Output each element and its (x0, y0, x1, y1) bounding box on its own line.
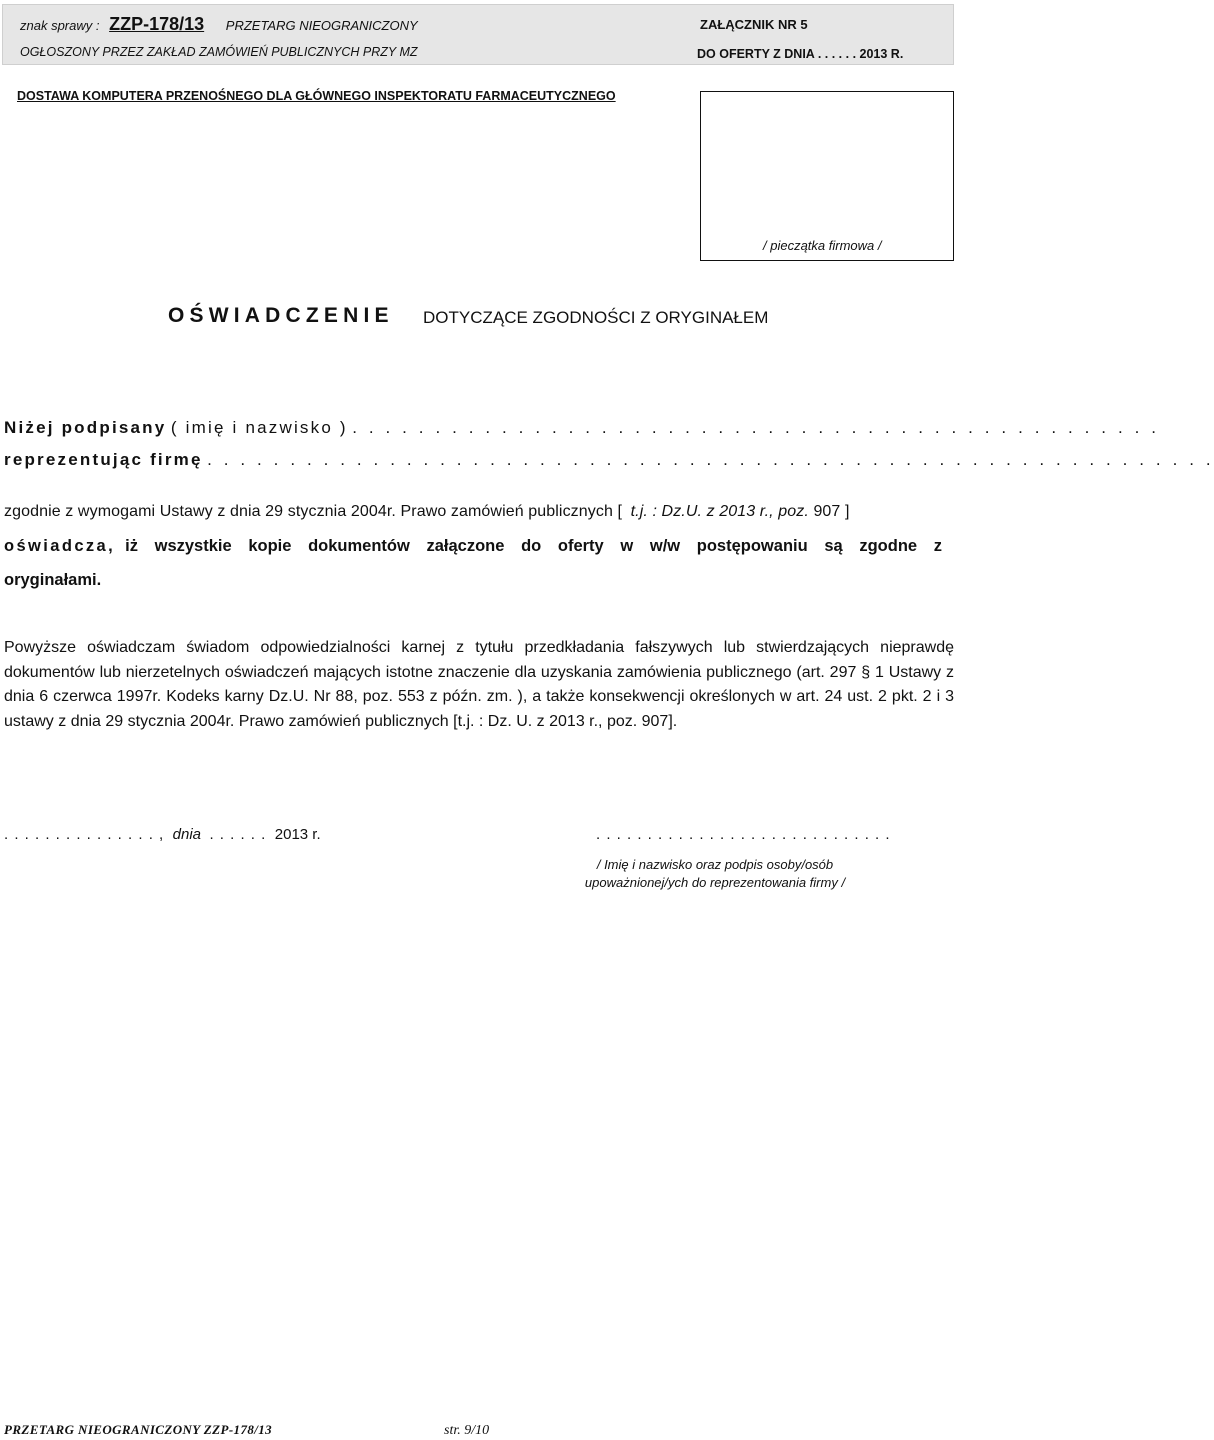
attachment-label: ZAŁĄCZNIK NR 5 (700, 17, 808, 32)
signature-dots[interactable]: . . . . . . . . . . . . . . . . . . . . . . . . . . . . . (596, 826, 891, 843)
signer-label-hint: ( imię i nazwisko ) (170, 418, 348, 437)
signature-caption-line-2: upoważnionej/ych do reprezentowania firmy / (584, 875, 846, 890)
case-code: ZZP-178/13 (109, 14, 205, 34)
page-number: str. 9/10 (444, 1423, 490, 1438)
statement-law-ref: zgodnie z wymogami Ustawy z dnia 29 stycznia 2004r. Prawo zamówień publicznych [ (4, 503, 623, 520)
procedure-type: PRZETARG NIEOGRANICZONY (225, 18, 418, 33)
date-dots: . . . . . . (209, 826, 267, 843)
signature-caption (580, 856, 850, 892)
case-label: znak sprawy : (20, 18, 100, 33)
stamp-caption: / pieczątka firmowa / (763, 238, 882, 253)
company-name-field[interactable] (4, 450, 1214, 470)
company-stamp-box (700, 91, 954, 261)
signature-caption-line-1: / Imię i nazwisko oraz podpis osoby/osób (596, 857, 834, 872)
statement-title: OŚWIADCZENIE (168, 304, 394, 327)
date-label: dnia (172, 826, 202, 843)
procurement-subject: DOSTAWA KOMPUTERA PRZENOŚNEGO DLA GŁÓWNEGO INSPEKTORATU FARMACEUTYCZNEGO (17, 89, 616, 103)
offer-date: DO OFERTY Z DNIA . . . . . . 2013 R. (697, 47, 904, 61)
signer-dots: . . . . . . . . . . . . . . . . . . . . . . . . . . . . . . . . . . . . . . . . . . . . . . . . . (352, 418, 1160, 437)
representing-label: reprezentując firmę (4, 450, 203, 469)
footer-procedure: PRZETARG NIEOGRANICZONY ZZP-178/13 (4, 1422, 273, 1437)
statement-declares: oświadcza, (4, 537, 116, 555)
date-year: 2013 r. (274, 826, 321, 843)
statement-line-1 (4, 503, 850, 521)
signer-label: Niżej podpisany (4, 418, 167, 437)
representing-dots: . . . . . . . . . . . . . . . . . . . . . . . . . . . . . . . . . . . . . . . . . . . . . . . . . . . . . . . . . . . . . (207, 450, 1214, 469)
signer-name-field[interactable] (4, 418, 1160, 438)
statement-line-3: oryginałami. (4, 571, 102, 589)
announced-by: OGŁOSZONY PRZEZ ZAKŁAD ZAMÓWIEŃ PUBLICZNYCH PRZY MZ (20, 45, 418, 59)
liability-paragraph: Powyższe oświadczam świadom odpowiedzialności karnej z tytułu przedkładania fałszywych lub stwierdzających nieprawdę dokumentów lub nierzetelnych oświadczeń mających istotne znaczenie dla uzyskania zamówienia publicznego (art. 297 § 1 Ustawy z dnia 6 czerwca 1997r. Kodeks karny Dz.U. Nr 88, poz. 553 z późn. zm. ), a także konsekwencji określonych w art. 24 ust. 2 pkt. 2 i 3 ustawy z dnia 29 stycznia 2004r. Prawo zamówień publicznych [t.j. : Dz. U. z 2013 r., poz. 907]. (4, 639, 954, 730)
statement-subtitle: DOTYCZĄCE ZGODNOŚCI Z ORYGINAŁEM (423, 308, 769, 327)
statement-law-ref-end: 907 ] (813, 503, 850, 520)
place-date-line[interactable] (4, 826, 321, 844)
statement-declares-rest: iż wszystkie kopie dokumentów załączone do oferty w w/w postępowaniu są zgodne z (125, 537, 942, 555)
statement-line-2 (4, 537, 942, 556)
statement-law-ref-italic: t.j. : Dz.U. z 2013 r., poz. (630, 503, 809, 520)
place-dots: . . . . . . . . . . . . . . . , (4, 826, 165, 843)
case-number-line (20, 14, 418, 35)
